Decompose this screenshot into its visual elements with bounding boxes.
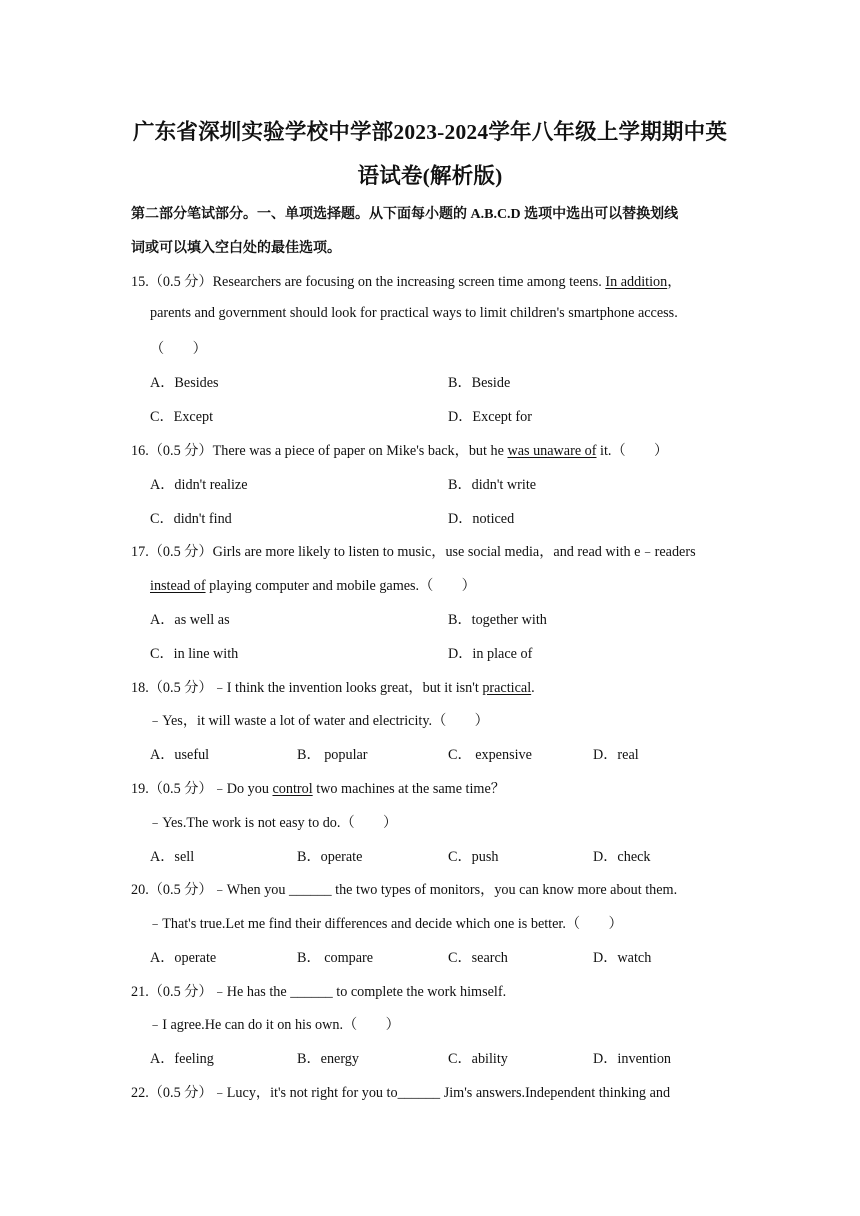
question-20-option-c: C．search: [448, 950, 508, 966]
question-19-option-d: D．check: [593, 849, 651, 865]
exam-title-line-2: 语试卷(解析版): [357, 164, 503, 188]
question-19-option-c: C．push: [448, 849, 499, 865]
question-21-stem-line-2: ﹣I agree.He can do it on his own.（ ）: [148, 1017, 400, 1033]
question-16-option-d: D．noticed: [448, 511, 515, 527]
question-17-option-c: C．in line with: [150, 646, 239, 662]
question-15-option-c: C．Except: [150, 409, 214, 425]
question-18-option-b: B． popular: [297, 747, 368, 763]
question-19-stem: [131, 778, 505, 798]
question-18-option-a: A．useful: [150, 747, 210, 763]
exam-title-line-1: 广东省深圳实验学校中学部2023-2024学年八年级上学期期中英: [132, 120, 728, 144]
question-20-stem: 20.（0.5 分）﹣When you ______ the two types of monitors，you can know more about them.: [131, 882, 678, 898]
question-21-option-b: B．energy: [297, 1051, 359, 1067]
question-16-option-b: B．didn't write: [448, 477, 537, 493]
question-16-underlined-phrase: was unaware of: [507, 443, 597, 459]
question-21-option-c: C．ability: [448, 1051, 508, 1067]
question-17-stem-line-2: [150, 575, 476, 595]
question-17-stem: 17.（0.5 分）Girls are more likely to listen to music，use social media，and read with e﹣readers: [131, 544, 696, 560]
question-18-underlined-phrase: practical: [482, 680, 532, 696]
question-15-stem: [131, 271, 681, 291]
question-17-option-b: B．together with: [448, 612, 547, 628]
question-18-option-d: D．real: [593, 747, 639, 763]
question-21-option-d: D．invention: [593, 1051, 672, 1067]
question-22-stem: 22.（0.5 分）﹣Lucy，it's not right for you to______ Jim's answers.Independent thinking and: [131, 1085, 671, 1101]
question-21-stem: 21.（0.5 分）﹣He has the ______ to complete the work himself.: [131, 984, 507, 1000]
question-19-option-a: A．sell: [150, 849, 195, 865]
question-20-option-a: A．operate: [150, 950, 217, 966]
question-18-suffix: .: [531, 680, 535, 696]
question-16-option-a: A．didn't realize: [150, 477, 248, 493]
question-15-option-a: A．Besides: [150, 375, 219, 391]
question-19-suffix: two machines at the same time？: [312, 781, 505, 797]
question-16-stem: [131, 440, 668, 460]
question-17-option-a: A．as well as: [150, 612, 230, 628]
question-17-option-d: D．in place of: [448, 646, 533, 662]
section-instructions-line-1: 第二部分笔试部分。一、单项选择题。从下面每小题的 A.B.C.D 选项中选出可以替换划线: [131, 207, 679, 222]
question-20-stem-line-2: ﹣That's true.Let me find their differences and decide which one is better.（ ）: [148, 916, 623, 932]
question-15-option-b: B．Beside: [448, 375, 511, 391]
question-21-option-a: A．feeling: [150, 1051, 214, 1067]
question-18-prefix: 18.（0.5 分）﹣I think the invention looks great，but it isn't: [131, 680, 483, 696]
question-15-underlined-phrase: In addition: [605, 274, 668, 290]
question-20-option-d: D．watch: [593, 950, 652, 966]
question-17-suffix: playing computer and mobile games.（ ）: [205, 578, 476, 594]
question-15-answer-blank: （ ）: [150, 341, 207, 357]
question-18-stem-line-2: ﹣Yes，it will waste a lot of water and electricity.（ ）: [148, 713, 489, 729]
question-16-option-c: C．didn't find: [150, 511, 232, 527]
question-19-prefix: 19.（0.5 分）﹣Do you: [131, 781, 273, 797]
question-18-option-c: C． expensive: [448, 747, 532, 763]
question-20-option-b: B． compare: [297, 950, 374, 966]
question-15-stem-line-2: parents and government should look for practical ways to limit children's smartphone access.: [150, 305, 678, 321]
question-16-prefix: 16.（0.5 分）There was a piece of paper on Mike's back，but he: [131, 443, 508, 459]
question-15-option-d: D．Except for: [448, 409, 532, 425]
question-15-suffix: ，: [667, 274, 682, 290]
question-17-underlined-phrase: instead of: [150, 578, 206, 594]
section-instructions-line-2: 词或可以填入空白处的最佳选项。: [131, 241, 341, 256]
question-15-prefix: 15.（0.5 分）Researchers are focusing on the increasing screen time among teens.: [131, 274, 606, 290]
question-19-underlined-phrase: control: [272, 781, 313, 797]
question-18-stem: [131, 677, 535, 697]
question-19-stem-line-2: ﹣Yes.The work is not easy to do.（ ）: [148, 815, 398, 831]
question-16-suffix: it.（ ）: [596, 443, 669, 459]
question-19-option-b: B．operate: [297, 849, 363, 865]
